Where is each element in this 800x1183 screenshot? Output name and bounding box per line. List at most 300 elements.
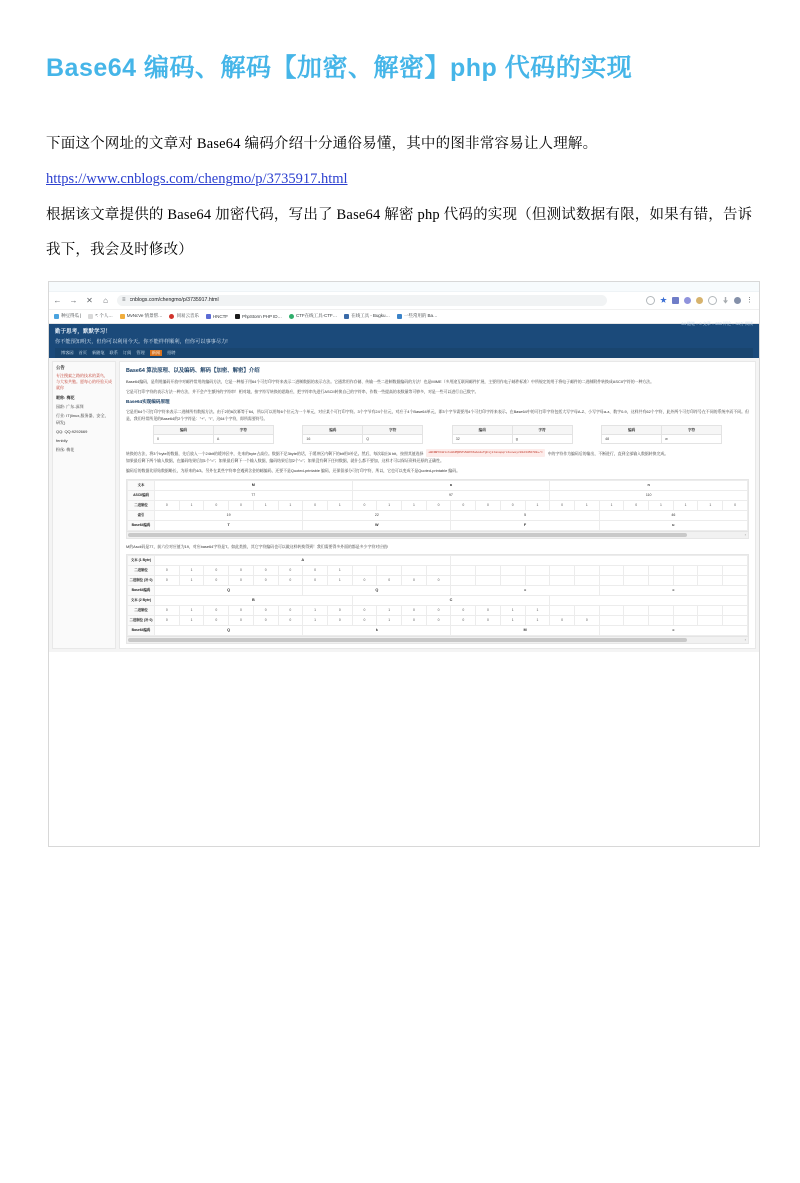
scrollbar-thumb[interactable] <box>128 533 687 537</box>
stop-icon[interactable]: ✕ <box>86 295 93 305</box>
bit-cell-empty <box>698 565 723 575</box>
bit-cell: 0 <box>229 605 254 615</box>
sidebar-notice-line-1: 专注搜索之路的技术的菜鸟， <box>56 372 108 378</box>
row-label-ascii: ASCII编码 <box>128 490 155 500</box>
bit-cell: 0 <box>229 500 254 510</box>
base64-char: Q <box>155 585 303 595</box>
table-row <box>128 500 748 510</box>
base64-char: T <box>155 520 303 530</box>
bit-cell-empty <box>426 565 451 575</box>
bit-cell: 1 <box>500 605 525 615</box>
bit-cell: 0 <box>426 605 451 615</box>
charset-char: A <box>213 435 273 444</box>
article-paragraph-3: 如果最后剩下两个输入数据，在编码结果后加1个"="；如果最后剩下一个输入数据，编码结果后加2个"="；如果没有剩下任何数据，就什么都不要加，这样才可以保证资料还原的正确性。 <box>126 458 444 464</box>
charset-char: Q <box>363 435 423 444</box>
bit-cell-empty <box>624 575 649 585</box>
blog-nav <box>55 348 753 358</box>
bit-cell: 0 <box>155 605 180 615</box>
ascii-value: 110 <box>550 490 748 500</box>
bookmark-label: 在线工具 - Bugku… <box>351 313 390 319</box>
bit-cell-empty <box>723 615 748 625</box>
bookmark-label: 种豆得瓜 | <box>61 313 82 319</box>
bit-cell: 0 <box>574 615 599 625</box>
scroll-right-arrow[interactable]: › <box>744 636 746 642</box>
index-value: 5 <box>451 510 599 520</box>
bit-cell: 0 <box>253 565 278 575</box>
bookmark-item[interactable] <box>344 313 390 319</box>
bit-cell: 0 <box>303 565 328 575</box>
text-char: a <box>352 480 550 490</box>
bit-cell: 0 <box>204 575 229 585</box>
bit-cell: 1 <box>525 615 550 625</box>
download-icon[interactable] <box>722 297 729 304</box>
bit-cell: 1 <box>377 605 402 615</box>
bit-cell: 1 <box>179 565 204 575</box>
base64-table-man-wrapper <box>126 479 749 539</box>
bit-cell: 1 <box>179 500 204 510</box>
bit-cell: 0 <box>352 605 377 615</box>
bit-cell: 0 <box>402 575 427 585</box>
bit-cell-empty <box>673 605 698 615</box>
bookmark-item[interactable] <box>206 314 228 319</box>
table-row <box>128 605 748 615</box>
blog-header-banner <box>49 320 759 358</box>
bookmark-item[interactable] <box>120 313 163 319</box>
bit-cell: 0 <box>377 575 402 585</box>
charset-code: 16 <box>303 435 363 444</box>
bit-cell: 0 <box>476 500 501 510</box>
bit-cell: 1 <box>673 500 698 510</box>
browser-tab-strip[interactable] <box>49 282 759 292</box>
charset-table-wrapper <box>126 425 749 444</box>
table-row <box>128 480 748 490</box>
bit-cell: 1 <box>698 500 723 510</box>
document-page <box>0 52 800 1183</box>
bit-cell: 1 <box>377 500 402 510</box>
embedded-browser-screenshot <box>48 281 760 847</box>
base64-char: u <box>599 520 747 530</box>
spacer-cell <box>273 426 303 435</box>
row-label-text-1byte: 文本 (1 Byte) <box>128 555 155 565</box>
bit-cell: 0 <box>476 615 501 625</box>
bit-cell-empty <box>624 565 649 575</box>
base64-char: Q <box>155 625 303 635</box>
bit-cell: 0 <box>327 615 352 625</box>
bit-cell-empty <box>624 605 649 615</box>
sidebar-item-location: 园龄: 广东-深圳 <box>56 403 84 409</box>
bit-cell-empty <box>451 565 476 575</box>
table-row <box>128 585 748 595</box>
base64-table-1byte-wrapper <box>126 554 749 644</box>
bit-cell: 1 <box>574 500 599 510</box>
base64-table-man <box>127 480 748 531</box>
favicon-icon <box>120 314 125 319</box>
index-value: 19 <box>155 510 303 520</box>
text-char: C <box>352 595 550 605</box>
row-label-binary-padded: 二进制位 (补 0) <box>128 575 155 585</box>
ascii-value: 77 <box>155 490 353 500</box>
sidebar-item-industry: 行业: IT(linux,服务器，安全，研发) <box>56 412 109 425</box>
encoding-explanation-right: 中的字符作为编码后的输出，不断进行，直到全部输入数据转换完成。 <box>547 450 669 456</box>
bit-cell: 0 <box>229 575 254 585</box>
row-label-binary: 二进制位 <box>128 500 155 510</box>
bit-cell-empty <box>599 615 624 625</box>
bit-cell-empty <box>476 565 501 575</box>
bit-cell: 0 <box>253 615 278 625</box>
scrollbar-thumb[interactable] <box>128 638 687 642</box>
blog-nav-item-subscribe[interactable]: 订阅 <box>122 349 132 355</box>
bit-cell: 0 <box>155 500 180 510</box>
bookmark-star-icon[interactable] <box>660 297 667 304</box>
favicon-icon <box>289 314 294 319</box>
bit-cell-empty <box>550 575 575 585</box>
bit-cell-empty <box>698 615 723 625</box>
table-row <box>128 575 748 585</box>
bookmark-label: PhpStorm PHP ID… <box>242 313 282 319</box>
source-article-link[interactable]: https://www.cnblogs.com/chengmo/p/3735917.html <box>46 171 348 188</box>
bit-cell-empty <box>723 605 748 615</box>
extension-icon[interactable] <box>672 297 679 304</box>
bit-cell: 1 <box>327 575 352 585</box>
bit-cell: 0 <box>278 575 303 585</box>
charset-header-char: 字符 <box>363 426 423 435</box>
bookmark-label: HNCTF <box>212 313 228 319</box>
text-char: n <box>550 480 748 490</box>
blog-nav-item-blogs[interactable]: 博客园 <box>61 349 74 355</box>
table-row <box>128 520 748 530</box>
blog-nav-item-home[interactable]: 首页 <box>78 349 87 355</box>
base64-char: = <box>599 585 747 595</box>
bit-cell: 1 <box>402 500 427 510</box>
bit-cell-empty <box>599 575 624 585</box>
favicon-icon <box>169 314 174 319</box>
charset-header-code: 编码 <box>303 426 363 435</box>
spacer-cell <box>722 426 749 435</box>
sidebar-item-nickname: 昵称: 梅花 <box>56 394 75 400</box>
bit-cell-empty <box>698 605 723 615</box>
encoding-explanation-left: 转换的方法，将3个byte的数据，先后放入一个24bit的缓冲区中，先来的byte占高位。数据不足3byte的话，于缓冲区内剩下的bit用0补足。然后，每次取出6 bit，按照其值选择 <box>126 450 424 456</box>
bit-cell: 0 <box>550 615 575 625</box>
bit-cell: 1 <box>327 500 352 510</box>
bit-cell: 0 <box>451 500 476 510</box>
bit-cell: 0 <box>402 605 427 615</box>
bit-cell: 0 <box>229 565 254 575</box>
favicon-icon <box>206 314 211 319</box>
spacer-cell <box>572 426 602 435</box>
bit-cell: 1 <box>253 500 278 510</box>
charset-code: 48 <box>602 435 662 444</box>
article-intro: Base64编码，是利用编码开放中对邮件常用的编码方法，它是一种基于用64个可打印字符来表示二进制数据的表示方法。它通常用作存储、传输一些二进制数据编码的方法！也是MIME（多用途互联网邮件扩展，主要用作电子邮件标准）中所规定的用于将电子邮件的二进制附件转换成ASCII字符的一种方法。 <box>126 378 655 384</box>
bit-cell: 1 <box>525 605 550 615</box>
base64-char: F <box>451 520 599 530</box>
table-row <box>126 426 749 435</box>
forward-icon[interactable]: → <box>69 295 78 305</box>
bit-cell: 0 <box>352 615 377 625</box>
bit-cell: 0 <box>402 615 427 625</box>
scroll-right-arrow[interactable]: › <box>744 531 746 537</box>
base64-char: M <box>451 625 599 635</box>
toolbar-icon-group <box>646 296 755 305</box>
charset-header-code: 编码 <box>153 426 213 435</box>
bit-cell: 1 <box>599 500 624 510</box>
bit-cell: 0 <box>303 575 328 585</box>
base64-alphabet-code: eBIDBY3n0lxlLHbPQRSTUVWXYZabcdefghijklmnopqrstuvwxyz0123456789+/= <box>426 449 544 457</box>
spacer-cell <box>423 435 453 444</box>
charset-header-char: 字符 <box>662 426 722 435</box>
bit-cell-empty <box>649 615 674 625</box>
favicon-icon <box>344 314 349 319</box>
row-label-text-2byte: 文本 (2 Byte) <box>128 595 155 605</box>
bit-cell-empty <box>574 565 599 575</box>
base64-table-1byte <box>127 555 748 636</box>
bit-cell-empty <box>550 605 575 615</box>
bit-cell-empty <box>723 565 748 575</box>
bit-cell-empty <box>574 575 599 585</box>
bit-cell-empty <box>649 565 674 575</box>
table-row <box>126 435 749 444</box>
index-value: 22 <box>303 510 451 520</box>
bit-cell: 0 <box>550 500 575 510</box>
description-paragraph: 根据该文章提供的 Base64 加密代码，写出了 Base64 解密 php 代码的实现（但测试数据有限，如果有错，告诉我下，我会及时修改） <box>46 206 753 259</box>
blog-nav-item-jobs[interactable]: 招聘 <box>167 349 176 355</box>
bit-cell: 0 <box>278 605 303 615</box>
spacer-cell <box>273 435 303 444</box>
base64-char: = <box>599 625 747 635</box>
empty-cell <box>451 555 748 565</box>
row-label-binary: 二进制位 <box>128 605 155 615</box>
bit-cell: 1 <box>525 500 550 510</box>
bit-cell: 1 <box>500 615 525 625</box>
bookmark-label: CTF在线工具-CTF… <box>295 313 338 319</box>
bit-cell: 1 <box>303 615 328 625</box>
bit-cell: 0 <box>204 500 229 510</box>
table-row <box>128 555 748 565</box>
address-bar-url: cnblogs.com/chengmo/p/3735917.html <box>129 297 219 304</box>
blog-subtitle: 你不能预知明天，但你可以利用今天。你不能样样顺利，但你可以事事尽力! <box>55 338 228 345</box>
bit-cell: 1 <box>179 615 204 625</box>
bit-cell: 0 <box>278 565 303 575</box>
bit-cell: 0 <box>723 500 748 510</box>
article-section-heading: Base64实现编码原理 <box>126 399 170 404</box>
bookmark-label: 一些常用的 Ba… <box>403 313 438 319</box>
row-label-base64: Base64编码 <box>128 520 155 530</box>
spacer-cell <box>572 435 602 444</box>
bookmark-item[interactable] <box>235 314 282 319</box>
table-horizontal-scrollbar[interactable] <box>127 531 748 538</box>
charset-code: 32 <box>452 435 512 444</box>
spacer-cell <box>722 435 749 444</box>
table-row <box>128 510 748 520</box>
text-char: M <box>155 480 353 490</box>
base64-char: k <box>303 625 451 635</box>
bit-cell: 0 <box>155 565 180 575</box>
row-label-binary: 二进制位 <box>128 565 155 575</box>
bit-cell-empty <box>377 565 402 575</box>
row-label-base64: Base64编码 <box>128 585 155 595</box>
bit-cell: 0 <box>155 615 180 625</box>
bit-cell: 1 <box>327 565 352 575</box>
bit-cell: 0 <box>204 605 229 615</box>
blog-stats: 64 随笔 :: 0 文章 :: 633 评论 :: 34万 阅读 <box>681 320 753 326</box>
bit-cell-empty <box>550 565 575 575</box>
row-label-base64: Base64编码 <box>128 625 155 635</box>
browser-toolbar <box>49 292 759 310</box>
page-title: Base64 编码、解码【加密、解密】php 代码的实现 <box>46 54 633 82</box>
back-icon[interactable]: ← <box>53 295 62 305</box>
blog-title: 勤于思考，默默学习！ <box>55 328 111 335</box>
ascii-value: 97 <box>352 490 550 500</box>
base64-char: W <box>303 520 451 530</box>
bit-cell: 1 <box>179 575 204 585</box>
bit-cell-empty <box>624 615 649 625</box>
article-paragraph-4: 编码后的数据比原始数据略长，为原来的4/3。另外在某些字符串会遇到含金的邮编码，还要不是Quoted-printable 编码，还保留部分可打印字符，所以，它也可以变成不是Quoted-printable 编码。 <box>126 468 460 474</box>
bit-cell: 0 <box>500 500 525 510</box>
text-char: A <box>155 555 451 565</box>
sidebar-heading: 公告 <box>56 364 65 370</box>
bookmarks-bar <box>49 310 759 324</box>
charset-char: g <box>512 435 572 444</box>
bit-cell-empty <box>352 565 377 575</box>
text-char: B <box>155 595 353 605</box>
bit-cell-empty <box>500 575 525 585</box>
charset-table <box>126 425 749 444</box>
bit-cell: 0 <box>426 575 451 585</box>
favicon-icon <box>235 314 240 319</box>
bookmark-item[interactable] <box>397 313 438 319</box>
bit-cell-empty <box>574 605 599 615</box>
charset-header-code: 编码 <box>452 426 512 435</box>
table-row <box>128 595 748 605</box>
blog-article <box>119 361 756 649</box>
bit-cell-empty <box>649 605 674 615</box>
sidebar-item-handle: fenbily <box>56 437 68 443</box>
bit-cell-empty <box>525 575 550 585</box>
bit-cell: 0 <box>253 575 278 585</box>
blog-body <box>49 358 759 652</box>
encoding-explanation-row <box>126 449 749 457</box>
bit-cell: 0 <box>426 615 451 625</box>
bit-cell-empty <box>402 565 427 575</box>
bit-cell: 1 <box>179 605 204 615</box>
bit-cell: 0 <box>352 575 377 585</box>
table-row <box>128 490 748 500</box>
blog-nav-item-manage[interactable]: 管理 <box>136 349 145 355</box>
bit-cell: 0 <box>204 565 229 575</box>
home-icon[interactable]: ⌂ <box>103 295 108 305</box>
more-menu-icon[interactable]: ⋮ <box>746 296 753 304</box>
bookmark-item[interactable] <box>169 313 198 319</box>
article-intro-2: 它是可打印字符的表示方法一种方法，并不会产生额外的字符串！相对地，按字符写转换的思路应，把字符串先进行ASCII转换自己的字符串，作数一些提高的表数量等可够多，对是一些可以进行自己数字。 <box>126 388 479 394</box>
bit-cell: 0 <box>204 615 229 625</box>
bit-cell: 1 <box>278 500 303 510</box>
bit-cell: 0 <box>624 500 649 510</box>
bit-cell-empty <box>698 575 723 585</box>
row-label-index: 索引 <box>128 510 155 520</box>
bookmark-label: MvNcVe 情景帮… <box>126 313 163 319</box>
search-icon[interactable] <box>646 296 655 305</box>
bit-cell: 0 <box>451 605 476 615</box>
sidebar-item-fans: 粉丝: 梅花 <box>56 446 75 452</box>
bit-cell-empty <box>599 605 624 615</box>
bit-cell-empty <box>525 565 550 575</box>
bit-cell: 0 <box>327 605 352 615</box>
bit-cell-empty <box>649 575 674 585</box>
sidebar-item-qq: QQ: QQ:9292669 <box>56 428 88 434</box>
bookmark-item[interactable] <box>88 313 113 319</box>
row-label-text: 文本 <box>128 480 155 490</box>
document-body <box>0 52 800 847</box>
table-horizontal-scrollbar-2[interactable] <box>127 636 748 643</box>
charset-char: w <box>662 435 722 444</box>
bit-cell-empty <box>673 575 698 585</box>
bit-cell-empty <box>476 575 501 585</box>
favicon-icon <box>397 314 402 319</box>
bit-cell: 0 <box>352 500 377 510</box>
bit-cell: 0 <box>229 615 254 625</box>
bit-cell: 0 <box>253 605 278 615</box>
favicon-icon <box>54 314 59 319</box>
charset-header-char: 字符 <box>512 426 572 435</box>
favicon-icon <box>88 314 93 319</box>
bit-cell: 1 <box>649 500 674 510</box>
bit-cell-empty <box>500 565 525 575</box>
article-title: Base64 算法原理、以及编码、解码【加密、解密】介绍 <box>126 367 260 374</box>
spacer-cell <box>126 426 153 435</box>
lock-extension-icon[interactable] <box>696 297 703 304</box>
bookmark-item[interactable] <box>289 313 337 319</box>
spacer-cell <box>126 435 153 444</box>
bookmark-label: 同易云音乐 <box>176 313 199 319</box>
puzzle-icon[interactable] <box>684 297 691 304</box>
blog-nav-item-contact[interactable]: 联系 <box>109 349 118 355</box>
base64-char: Q <box>303 585 451 595</box>
article-note-1: M的Ascii码是77，前六位对应值为19，对应base64字符是T。如此类推，其它字符编码也可以做这样转换得到！我们需要得多外面的都是多少字符对应值! <box>126 543 388 549</box>
charset-header-char: 字符 <box>213 426 273 435</box>
blog-sidebar <box>52 361 116 649</box>
blog-nav-item-new-post[interactable]: 新随笔 <box>91 349 105 355</box>
intro-paragraph: 下面这个网址的文章对 Base64 编码介绍十分通俗易懂，其中的图非常容易让人理解。 <box>46 135 598 152</box>
bit-cell: 0 <box>303 500 328 510</box>
charset-code: 0 <box>153 435 213 444</box>
bit-cell-empty <box>673 565 698 575</box>
table-row <box>128 615 748 625</box>
base64-char: = <box>451 585 599 595</box>
bit-cell-empty <box>451 575 476 585</box>
bit-cell: 0 <box>426 500 451 510</box>
row-label-binary-padded: 二进制位 (补 0) <box>128 615 155 625</box>
table-row <box>128 565 748 575</box>
table-row <box>128 625 748 635</box>
address-bar[interactable] <box>117 295 607 306</box>
circle-icon[interactable] <box>708 296 717 305</box>
bit-cell-empty <box>723 575 748 585</box>
spacer-cell <box>423 426 453 435</box>
blog-nav-item-news[interactable]: 新闻 <box>151 349 161 355</box>
article-paragraph-2: 它是用64个可打印字符来表示二进制所有数据方法。由于2的6次幂等于64，所以可以用每6个位元为一个单元，对应某个可打印字符。3个字节有24个位元，对应于4个Base64单元，即3个字节需要用4个可打印字符来表示。在Base64中的可打印字符包括大写字母A-Z、小写字母a-z、数字0-9，这样共有62个字符，此外两个可打印符号在不同的系统中而不同。但是，我们经常所见的Base64的2个字符是："+"、"/"，这64个字符，即所需要符号。 <box>126 409 749 422</box>
sidebar-notice-line-2: 与大家共勉。愿每心的经验天成就你 <box>56 378 112 391</box>
bit-cell: 1 <box>303 605 328 615</box>
bit-cell-empty <box>673 615 698 625</box>
bit-cell: 0 <box>451 615 476 625</box>
bit-cell-empty <box>599 565 624 575</box>
index-value: 46 <box>599 510 747 520</box>
bit-cell: 1 <box>377 615 402 625</box>
bit-cell: 0 <box>155 575 180 585</box>
bit-cell: 0 <box>476 605 501 615</box>
bookmark-item[interactable] <box>54 313 81 319</box>
page-info-icon[interactable]: ≡ <box>122 297 126 304</box>
profile-avatar-icon[interactable] <box>734 297 741 304</box>
